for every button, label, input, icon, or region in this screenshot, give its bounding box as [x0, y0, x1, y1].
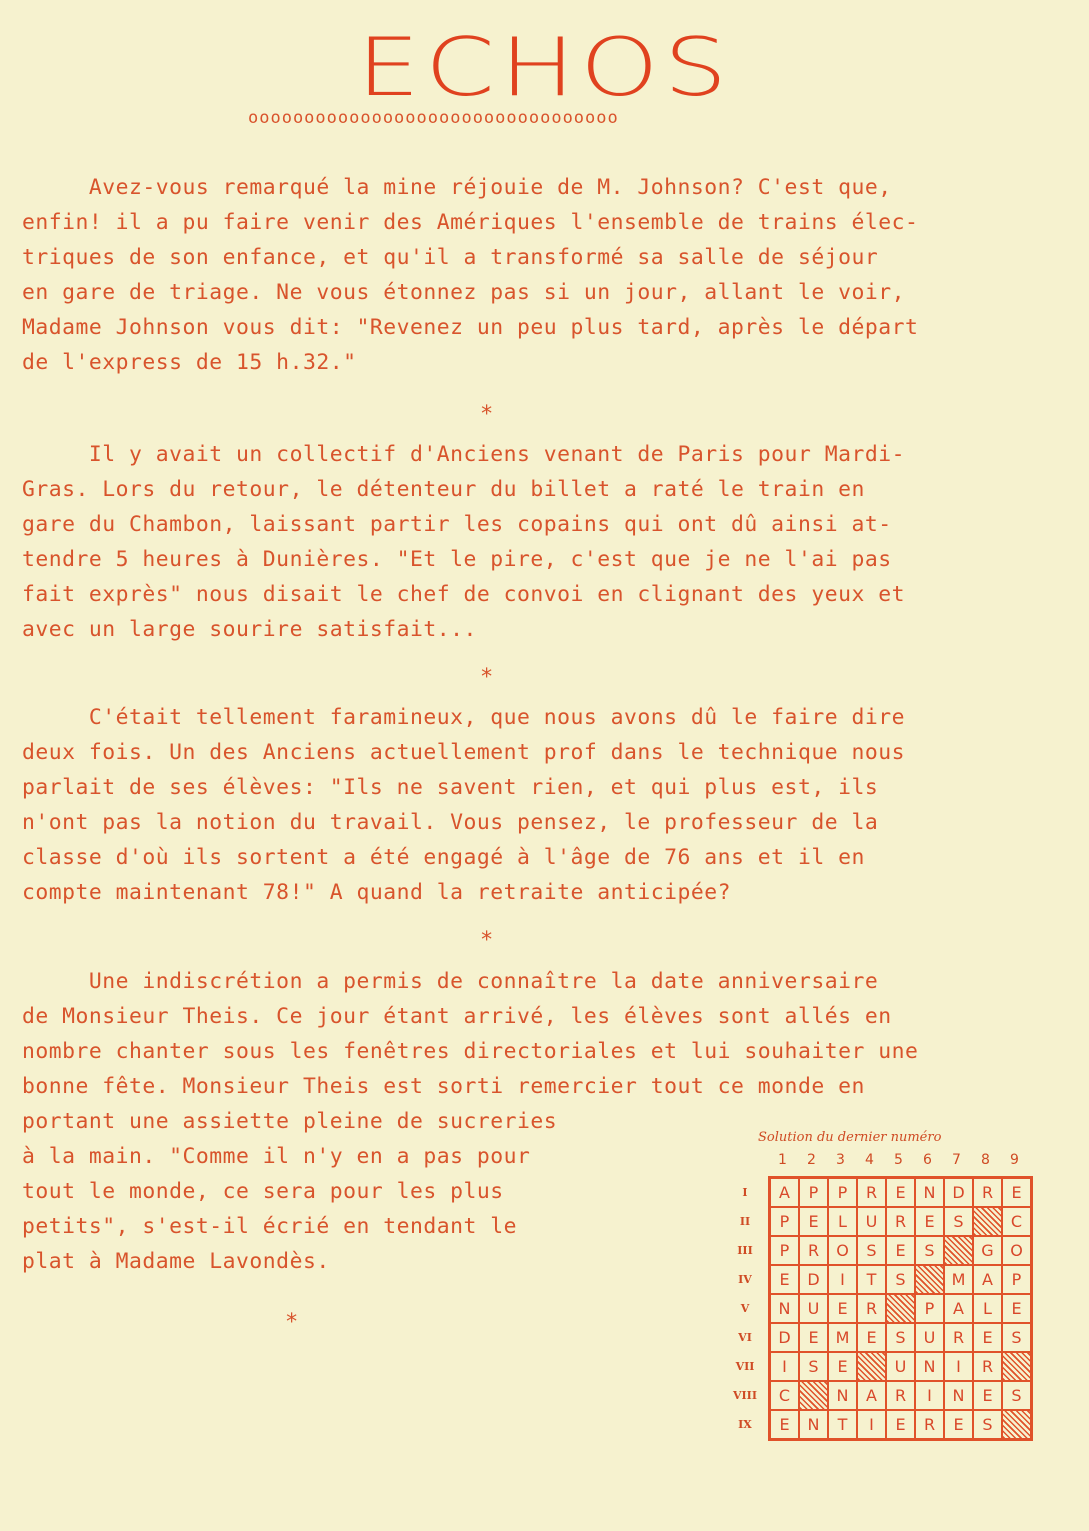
crossword-cell: S — [886, 1265, 915, 1294]
crossword-cell: R — [915, 1410, 944, 1439]
page-title: ECHOS — [356, 21, 733, 114]
crossword-cell: C — [1002, 1207, 1031, 1236]
crossword-cell: C — [770, 1381, 799, 1410]
crossword-cell: T — [857, 1265, 886, 1294]
separator-star: * — [480, 665, 494, 690]
crossword-cell: R — [857, 1178, 886, 1207]
crossword-cell: M — [828, 1323, 857, 1352]
crossword-cell: P — [770, 1236, 799, 1265]
crossword-cell: P — [799, 1178, 828, 1207]
crossword-cell: T — [828, 1410, 857, 1439]
crossword-cell: S — [799, 1352, 828, 1381]
crossword-cell: I — [857, 1410, 886, 1439]
crossword-cell: N — [915, 1178, 944, 1207]
crossword-black-cell — [915, 1265, 944, 1294]
crossword-row-number: II — [739, 1215, 751, 1228]
crossword-cell: P — [828, 1178, 857, 1207]
separator-star: * — [480, 402, 494, 427]
crossword-cell: U — [886, 1352, 915, 1381]
crossword-grid — [768, 1176, 1033, 1441]
crossword-column-number: 1 — [778, 1152, 787, 1168]
crossword-cell: E — [770, 1410, 799, 1439]
crossword-cell: S — [886, 1323, 915, 1352]
paragraph-johnson: Avez-vous remarqué la mine réjouie de M. Johnson? C'est que, enfin! il a pu faire venir des Amériques l'ensemble de trains élec- triques de son enfance, et qu'il a transformé sa salle de séjour en gare de triage. Ne vous étonnez pas si un jour, allant le voir, Madame Johnson vous dit: "Revenez un peu plus tard, après le départ de l'express de 15 h.32." — [22, 175, 919, 375]
crossword-cell: N — [770, 1294, 799, 1323]
crossword-cell: O — [1002, 1236, 1031, 1265]
crossword-cell: E — [799, 1323, 828, 1352]
crossword-column-number: 2 — [807, 1152, 816, 1168]
crossword-cell: E — [770, 1265, 799, 1294]
crossword-cell: R — [857, 1294, 886, 1323]
crossword-row-number: VIII — [733, 1389, 757, 1402]
paragraph-professeur: C'était tellement faramineux, que nous avons dû le faire dire deux fois. Un des Anciens actuellement prof dans le technique nous parlait de ses élèves: "Ils ne savent rien, et qui plus est, ils n'ont pas la notion du travail. Vous pensez, le professeur de la classe d'où ils sortent a été engagé à l'âge de 76 ans et il en compte maintenant 78!" A quand la retraite anticipée? — [22, 705, 905, 905]
crossword-cell: P — [915, 1294, 944, 1323]
crossword-column-number: 9 — [1010, 1152, 1019, 1168]
crossword-cell: E — [915, 1207, 944, 1236]
crossword-cell: S — [944, 1207, 973, 1236]
crossword-black-cell — [944, 1236, 973, 1265]
crossword-cell: N — [915, 1352, 944, 1381]
crossword-cell: R — [886, 1381, 915, 1410]
crossword-column-number: 7 — [952, 1152, 961, 1168]
crossword-cell: A — [973, 1265, 1002, 1294]
crossword-black-cell — [857, 1352, 886, 1381]
crossword-cell: S — [973, 1410, 1002, 1439]
crossword-cell: E — [886, 1236, 915, 1265]
crossword-cell: L — [828, 1207, 857, 1236]
crossword-row-number: IV — [738, 1273, 752, 1286]
crossword-cell: O — [828, 1236, 857, 1265]
crossword-cell: G — [973, 1236, 1002, 1265]
crossword-cell: D — [799, 1265, 828, 1294]
crossword-column-number: 5 — [894, 1152, 903, 1168]
crossword-cell: A — [857, 1381, 886, 1410]
crossword-cell: S — [915, 1236, 944, 1265]
crossword-cell: M — [944, 1265, 973, 1294]
separator-star: * — [285, 1310, 299, 1335]
separator-star: * — [480, 928, 494, 953]
crossword-cell: I — [944, 1352, 973, 1381]
crossword-cell: N — [944, 1381, 973, 1410]
crossword-cell: E — [857, 1323, 886, 1352]
crossword-cell: R — [973, 1352, 1002, 1381]
paragraph-mardi-gras: Il y avait un collectif d'Anciens venant de Paris pour Mardi- Gras. Lors du retour, le détenteur du billet a raté le train en gare du Chambon, laissant partir les copains qui ont dû ainsi at- tendre 5 heures à Dunières. "Et le pire, c'est que je ne l'ai pas fait exprès" nous disait le chef de convoi en clignant des yeux et avec un large sourire satisfait... — [22, 442, 905, 642]
crossword-row-number: VII — [735, 1360, 755, 1373]
crossword-row-number: I — [742, 1186, 748, 1199]
title-ornament: ooooooooooooooooooooooooooooooooo — [248, 108, 619, 128]
crossword-cell: N — [799, 1410, 828, 1439]
crossword-cell: R — [799, 1236, 828, 1265]
crossword-row-number: V — [740, 1302, 750, 1315]
crossword-cell: R — [944, 1323, 973, 1352]
crossword-cell: D — [770, 1323, 799, 1352]
crossword-column-number: 4 — [865, 1152, 874, 1168]
crossword-cell: L — [973, 1294, 1002, 1323]
crossword-cell: A — [944, 1294, 973, 1323]
crossword-cell: S — [857, 1236, 886, 1265]
crossword-cell: I — [770, 1352, 799, 1381]
crossword-row-number: VI — [738, 1331, 752, 1344]
crossword-cell: E — [1002, 1178, 1031, 1207]
crossword-cell: E — [973, 1323, 1002, 1352]
crossword-cell: R — [973, 1178, 1002, 1207]
crossword-cell: E — [828, 1352, 857, 1381]
crossword-black-cell — [973, 1207, 1002, 1236]
crossword-column-number: 8 — [981, 1152, 990, 1168]
crossword-black-cell — [886, 1294, 915, 1323]
crossword-cell: E — [1002, 1294, 1031, 1323]
crossword-cell: I — [828, 1265, 857, 1294]
crossword-row-number: III — [737, 1244, 753, 1257]
crossword-cell: U — [915, 1323, 944, 1352]
crossword-cell: A — [770, 1178, 799, 1207]
crossword-cell: U — [857, 1207, 886, 1236]
crossword-cell: R — [886, 1207, 915, 1236]
crossword-cell: I — [915, 1381, 944, 1410]
crossword-cell: E — [799, 1207, 828, 1236]
crossword-cell: N — [828, 1381, 857, 1410]
crossword-cell: S — [1002, 1381, 1031, 1410]
crossword-cell: P — [770, 1207, 799, 1236]
crossword-cell: P — [1002, 1265, 1031, 1294]
paragraph-anniversaire: Une indiscrétion a permis de connaître la date anniversaire de Monsieur Theis. Ce jour étant arrivé, les élèves sont allés en nombre chanter sous les fenêtres directoriales et lui souhaiter une bonne fête. Monsieur Theis est sorti remercier tout ce monde en portant une assiette pleine de sucreries à la main. "Comme il n'y en a pas pour tout le monde, ce sera pour les plus petits", s'est-il écrié en tendant le plat à Madame Lavondès. — [22, 969, 919, 1274]
crossword-black-cell — [1002, 1410, 1031, 1439]
crossword-cell: E — [828, 1294, 857, 1323]
crossword-cell: E — [944, 1410, 973, 1439]
crossword-black-cell — [799, 1381, 828, 1410]
crossword-black-cell — [1002, 1352, 1031, 1381]
crossword-row-number: IX — [738, 1418, 752, 1431]
crossword-caption: Solution du dernier numéro — [758, 1130, 942, 1145]
crossword-cell: S — [1002, 1323, 1031, 1352]
crossword-column-number: 3 — [836, 1152, 845, 1168]
crossword-cell: D — [944, 1178, 973, 1207]
crossword-cell: E — [973, 1381, 1002, 1410]
crossword-cell: E — [886, 1410, 915, 1439]
crossword-cell: U — [799, 1294, 828, 1323]
crossword-column-number: 6 — [923, 1152, 932, 1168]
crossword-cell: E — [886, 1178, 915, 1207]
